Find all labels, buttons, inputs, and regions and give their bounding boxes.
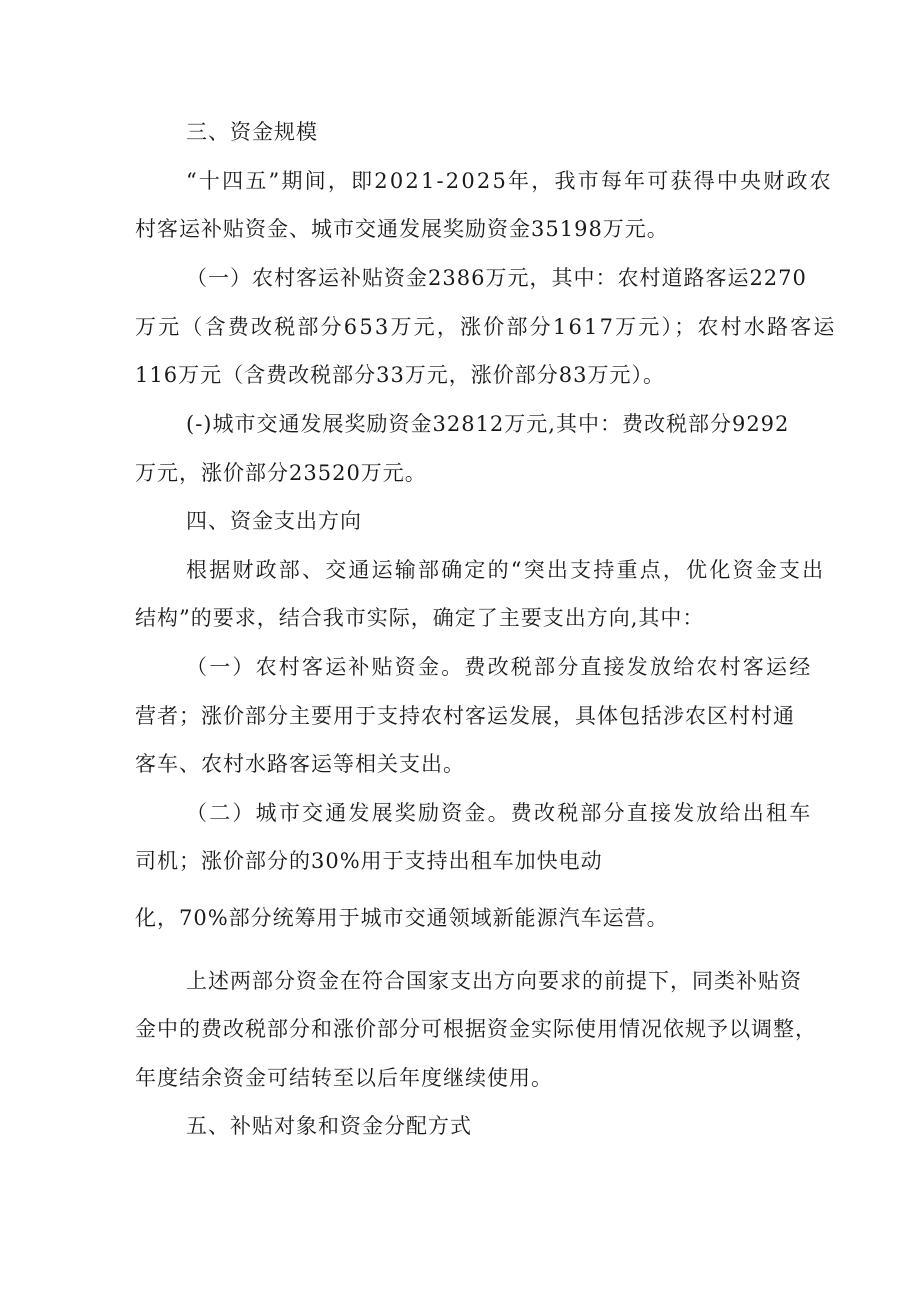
paragraph-line: 村客运补贴资金、城市交通发展奖励资金35198万元。 xyxy=(135,217,669,241)
paragraph-line: 116万元（含费改税部分33万元，涨价部分83万元）。 xyxy=(135,363,666,387)
paragraph-line: 结构”的要求，结合我市实际，确定了主要支出方向,其中： xyxy=(135,606,705,630)
paragraph-line: 营者；涨价部分主要用于支持农村客运发展，具体包括涉农区村村通 xyxy=(135,704,795,728)
paragraph-line: 年度结余资金可结转至以后年度继续使用。 xyxy=(135,1066,553,1090)
paragraph-line: 客车、农村水路客运等相关支出。 xyxy=(135,752,465,776)
section-heading-4: 四、资金支出方向 xyxy=(186,509,362,533)
paragraph-line: 金中的费改税部分和涨价部分可根据资金实际使用情况依规予以调整， xyxy=(135,1017,817,1041)
section-heading-3: 三、资金规模 xyxy=(186,120,318,144)
paragraph-line: （二）城市交通发展奖励资金。费改税部分直接发放给出租车 xyxy=(186,801,813,825)
paragraph-line: (-)城市交通发展奖励资金32812万元,其中：费改税部分9292 xyxy=(186,412,790,436)
paragraph-line: （一）农村客运补贴资金。费改税部分直接发放给农村客运经 xyxy=(186,655,813,679)
paragraph-line: 司机；涨价部分的30%用于支持出租车加快电动 xyxy=(135,849,603,873)
paragraph-line: 根据财政部、交通运输部确定的“突出支持重点，优化资金支出 xyxy=(186,558,826,582)
paragraph-line: （一）农村客运补贴资金2386万元，其中：农村道路客运2270 xyxy=(186,266,807,290)
paragraph-line: 万元（含费改税部分653万元，涨价部分1617万元）；农村水路客运 xyxy=(135,315,837,339)
section-heading-5: 五、补贴对象和资金分配方式 xyxy=(186,1114,472,1138)
paragraph-line: “十四五”期间，即2021-2025年，我市每年可获得中央财政农 xyxy=(186,169,833,193)
paragraph-line: 万元，涨价部分23520万元。 xyxy=(135,461,427,485)
paragraph-line: 上述两部分资金在符合国家支出方向要求的前提下，同类补贴资 xyxy=(186,969,802,993)
paragraph-line: 化，70%部分统筹用于城市交通领域新能源汽车运营。 xyxy=(135,906,669,930)
